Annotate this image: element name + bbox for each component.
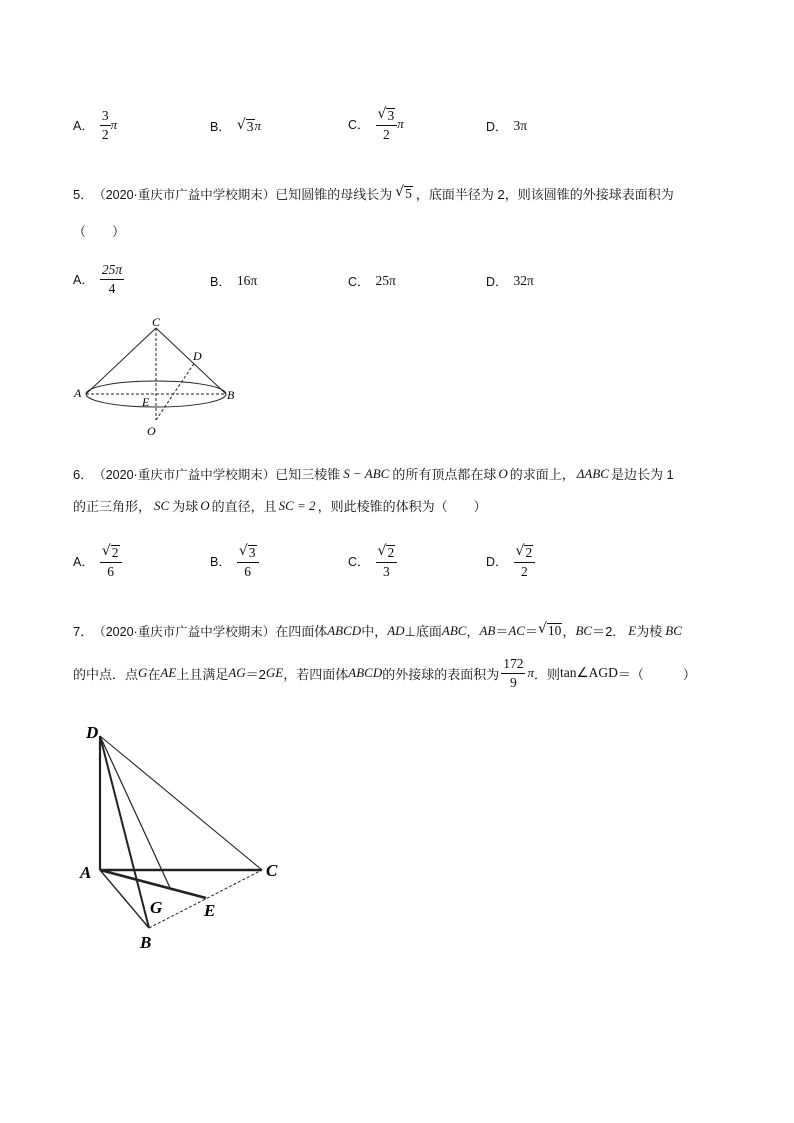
q6-option-c[interactable]: [348, 543, 397, 579]
cone-edge-cb: [156, 328, 226, 394]
label-c: C: [152, 316, 161, 329]
label-a: A: [74, 386, 82, 400]
q5-option-d[interactable]: D． 32π: [486, 273, 534, 289]
option-label: A．: [73, 119, 94, 134]
label-g: G: [150, 898, 163, 917]
fraction: √ 2 3: [376, 543, 398, 579]
fraction: √ 2 2: [514, 543, 536, 579]
option-label: A．: [73, 555, 94, 570]
label-d: D: [193, 349, 202, 363]
cone-edge-ca: [86, 328, 156, 394]
label-a: A: [80, 863, 92, 882]
edge-dc: [100, 736, 262, 870]
q6-option-a[interactable]: [73, 543, 122, 579]
option-label: A．: [73, 273, 94, 288]
segment-od: [156, 362, 195, 420]
q4-option-d[interactable]: D． 3π: [486, 118, 528, 134]
q5-answer-paren: （ ）: [73, 224, 126, 239]
label-b: B: [227, 388, 235, 402]
option-label: D．: [486, 275, 508, 289]
fraction: $\frac{25\pi}{4}$: [101, 262, 123, 296]
option-label: B．: [210, 120, 231, 134]
option-label: D．: [486, 120, 508, 134]
label-o: O: [147, 424, 156, 438]
label-b: B: [140, 933, 152, 952]
q4-option-a[interactable]: A． $\frac{3}{2}$ π: [73, 108, 118, 142]
q4-option-c[interactable]: C． √ 3 2 π: [348, 106, 404, 142]
sqrt: √ 3: [236, 116, 254, 134]
option-label: B．: [210, 275, 231, 289]
q6-stem-line2: 的正三角形， SC 为球 O 的直径，且 SC = 2 ，则此棱锥的体积为（ ）: [73, 497, 487, 514]
q6-option-d[interactable]: [486, 543, 535, 579]
label-d: D: [86, 723, 99, 742]
label-e: E: [142, 395, 150, 409]
option-label: D．: [486, 555, 508, 570]
sqrt: √ 10: [538, 621, 562, 639]
segment-ae: [100, 870, 206, 898]
q6-option-b[interactable]: [210, 543, 259, 579]
option-label: C．: [348, 555, 370, 570]
q7-tetrahedron-figure: [76, 718, 296, 958]
q7-stem-line1: 7． （2020·重庆市广益中学校期末） 在四面体 ABCD 中， AD ⊥底面 ABC ， AB ＝ AC ＝ √ 10 ， BC ＝2． E 为棱 BC: [73, 621, 682, 639]
q5-cone-figure: [70, 316, 245, 441]
option-label: C．: [348, 275, 370, 289]
option-label: C．: [348, 118, 370, 133]
option-label: B．: [210, 555, 231, 570]
q5-option-c[interactable]: C． 25π: [348, 273, 396, 289]
q5-stem: 5． （2020·重庆市广益中学校期末） 已知圆锥的母线长为 √ 5 ，底面半径为 2，则该圆锥的外接球表面积为: [73, 184, 674, 202]
fraction: $\frac{172}{9}$: [503, 656, 524, 690]
sqrt: √ 5: [395, 184, 412, 202]
fraction: √ 3 6: [237, 543, 259, 579]
fraction: √ 3 2: [376, 106, 398, 142]
fraction: $\frac{3}{2}$: [101, 108, 109, 142]
q7-stem-line2: 的中点．点 G 在 AE 上且满足 AG ＝2 GE ，若四面体 ABCD 的外接球的表面积为 $\frac{172}{9}$ π ．则 tan∠AGD ＝（ ）: [73, 656, 696, 690]
fraction: √ 2 6: [100, 543, 122, 579]
q5-option-a[interactable]: [73, 262, 124, 296]
q4-option-b[interactable]: B． √ 3 π: [210, 116, 262, 134]
q5-option-b[interactable]: B． 16π: [210, 273, 258, 289]
label-e: E: [204, 901, 216, 920]
q6-stem-line1: 6． （2020·重庆市广益中学校期末） 已知三棱锥 S − ABC 的所有顶点都在球 O 的求面上， ΔABC 是边长为 1: [73, 465, 674, 482]
segment-dg: [100, 736, 171, 890]
label-c: C: [266, 861, 278, 880]
